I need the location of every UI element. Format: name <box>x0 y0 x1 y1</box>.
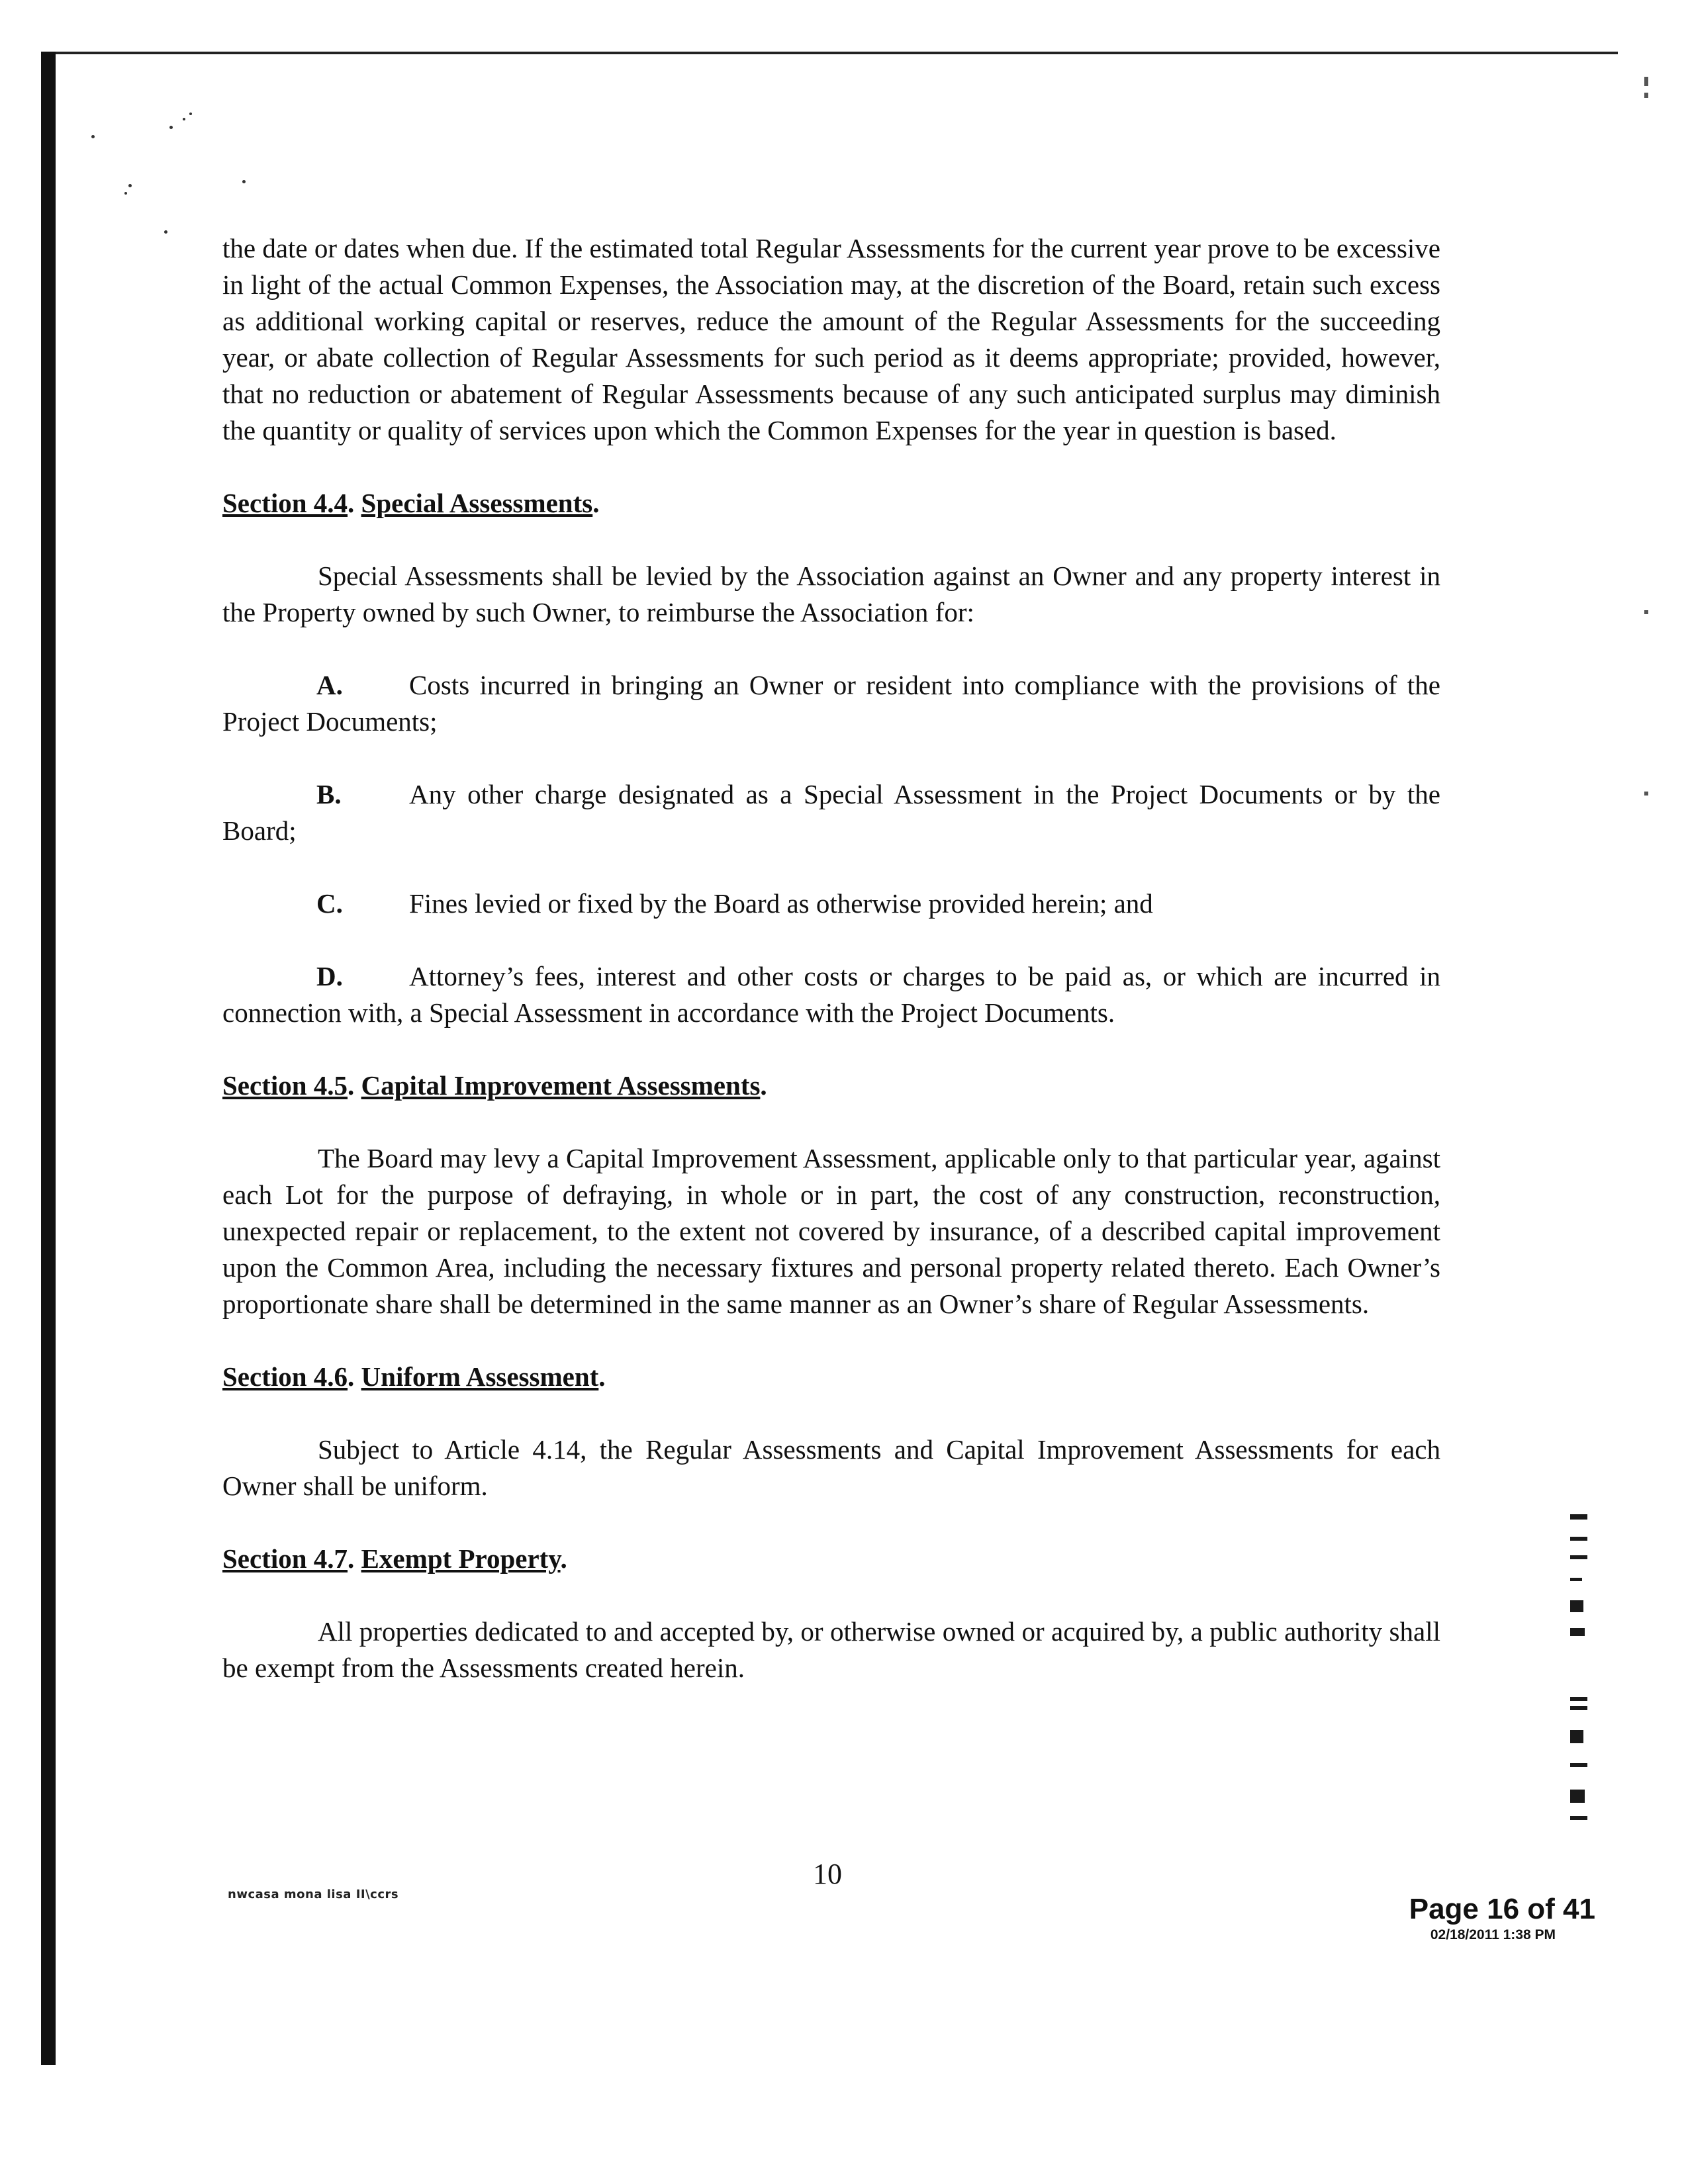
margin-mark <box>1570 1600 1583 1612</box>
list-item-text: Any other charge designated as a Special Assessment in the Project Documents or by the Board; <box>222 779 1440 846</box>
section-4-7-body: All properties dedicated to and accepted by, or otherwise owned or acquired by, a public authority shall be exempt from the Assessments created herein. <box>222 1616 1440 1683</box>
scan-margin-mark <box>1644 77 1648 86</box>
recorder-page-label: Page 16 of 41 <box>1409 1893 1595 1925</box>
margin-mark <box>1570 1706 1587 1710</box>
margin-mark <box>1570 1514 1587 1520</box>
margin-mark <box>1570 1578 1582 1581</box>
section-title: Exempt Property <box>361 1543 561 1574</box>
scan-margin-mark <box>1644 792 1648 796</box>
section-number: Section 4.5 <box>222 1070 348 1101</box>
margin-mark <box>1570 1628 1585 1636</box>
list-item-b <box>222 776 1440 849</box>
section-4-4-intro: Special Assessments shall be levied by the Association against an Owner and any property interest in the Property owned by such Owner, to reimburse the Association for: <box>222 561 1440 627</box>
section-4-6-body: Subject to Article 4.14, the Regular Assessments and Capital Improvement Assessments for each Owner shall be uniform. <box>222 1434 1440 1501</box>
section-4-5-body: The Board may levy a Capital Improvement Assessment, applicable only to that particular year, against each Lot for the purpose of defraying, in whole or in part, the cost of any construction, reconstruction, unexpected repair or replacement, to the extent not covered by insurance, of a described capital improvement upon the Common Area, including the necessary fixtures and personal property related thereto. Each Owner’s proportionate share shall be determined in the same manner as an Owner’s share of Regular Assessments. <box>222 1143 1440 1319</box>
list-item-letter: D. <box>316 961 343 991</box>
scan-speck <box>124 192 127 195</box>
scan-speck <box>91 135 95 138</box>
list-item-d <box>222 958 1440 1031</box>
continuation-paragraph: the date or dates when due. If the estimated total Regular Assessments for the current year prove to be excessive in light of the actual Common Expenses, the Association may, at the discretion of the Board, retain such excess as additional working capital or reserves, reduce the amount of the Regular Assessments for the succeeding year, or abate collection of Regular Assessments for such period as it deems appropriate; provided, however, that no reduction or abatement of Regular Assessments because of any such anticipated surplus may diminish the quantity or quality of services upon which the Common Expenses for the year in question is based. <box>222 233 1440 445</box>
scan-speck <box>183 118 185 120</box>
list-item-letter: B. <box>316 779 342 809</box>
list-item-letter: C. <box>316 888 343 919</box>
recording-margin-marks <box>1570 1514 1587 1845</box>
list-item-c <box>222 886 1440 922</box>
scan-speck <box>242 180 246 183</box>
margin-mark <box>1570 1730 1583 1743</box>
scan-margin-mark <box>1644 610 1648 614</box>
margin-mark <box>1570 1555 1587 1559</box>
margin-mark <box>1570 1537 1587 1541</box>
section-number: Section 4.7 <box>222 1543 348 1574</box>
scan-speck <box>169 126 173 129</box>
section-heading-4-5: Section 4.5. Capital Improvement Assessments. <box>222 1070 767 1101</box>
scan-speck <box>128 184 132 187</box>
scan-left-border <box>41 52 56 2065</box>
margin-mark <box>1570 1697 1587 1701</box>
margin-mark <box>1570 1763 1587 1767</box>
section-title: Special Assessments <box>361 488 593 518</box>
scan-margin-mark <box>1644 93 1648 98</box>
section-heading-4-4: Section 4.4. Special Assessments. <box>222 488 600 518</box>
recorder-timestamp: 02/18/2011 1:38 PM <box>1430 1927 1556 1942</box>
list-item-text: Attorney’s fees, interest and other costs or charges to be paid as, or which are incurred in connection with, a Special Assessment in accordance with the Project Documents. <box>222 961 1440 1028</box>
list-item-a <box>222 667 1440 740</box>
section-heading-4-7: Section 4.7. Exempt Property. <box>222 1543 567 1574</box>
section-title: Capital Improvement Assessments <box>361 1070 761 1101</box>
scan-speck <box>189 113 192 115</box>
scan-speck <box>164 230 167 234</box>
recorder-stamp <box>1397 1893 1595 1944</box>
margin-mark <box>1570 1816 1587 1820</box>
section-number: Section 4.6 <box>222 1361 348 1392</box>
footer-page-number: 10 <box>813 1858 842 1890</box>
list-item-text: Fines levied or fixed by the Board as otherwise provided herein; and <box>409 888 1153 919</box>
list-item-letter: A. <box>316 670 343 700</box>
margin-mark <box>1570 1790 1585 1803</box>
section-number: Section 4.4 <box>222 488 348 518</box>
document-body <box>222 230 1440 1686</box>
section-title: Uniform Assessment <box>361 1361 599 1392</box>
scan-top-border <box>56 52 1618 54</box>
footer-file-code: nwcasa mona lisa II\ccrs <box>228 1888 399 1901</box>
list-item-text: Costs incurred in bringing an Owner or resident into compliance with the provisions of the Project Documents; <box>222 670 1440 737</box>
section-heading-4-6: Section 4.6. Uniform Assessment. <box>222 1361 606 1392</box>
